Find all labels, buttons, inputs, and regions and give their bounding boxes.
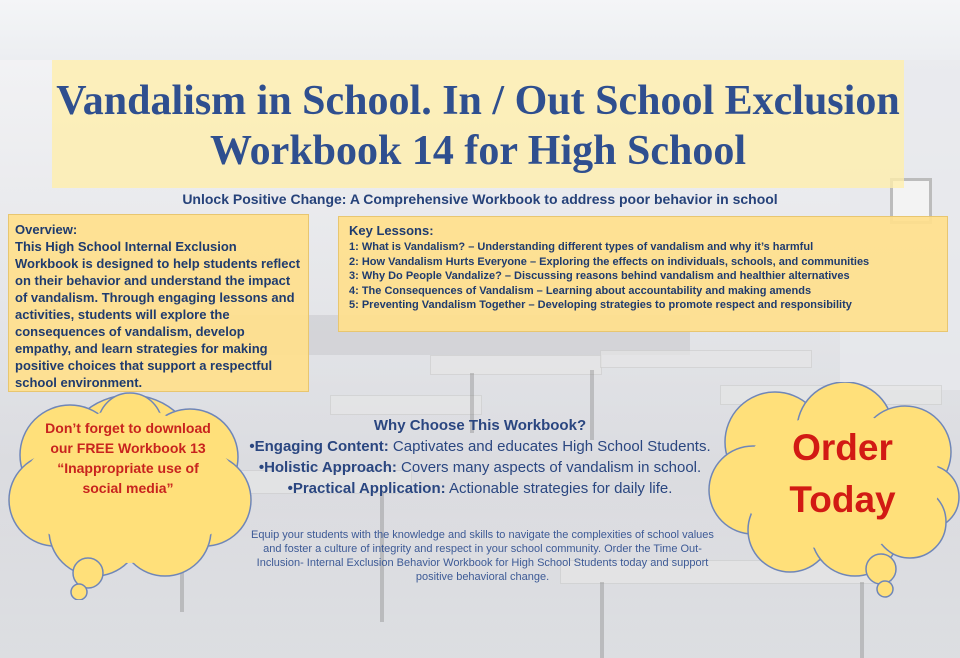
desk	[430, 355, 602, 375]
why-heading: Why Choose This Workbook?	[373, 417, 587, 434]
desk	[600, 350, 812, 368]
key-lessons-heading: Key Lessons:	[349, 223, 434, 238]
subtitle: Unlock Positive Change: A Comprehensive Workbook to address poor behavior in school	[182, 191, 778, 207]
order-today-text: Order Today	[789, 427, 896, 520]
desk	[330, 395, 482, 415]
why-desc: Captivates and educates High School Students.	[388, 438, 711, 455]
key-lessons-list	[349, 240, 937, 313]
why-choose-section	[210, 417, 750, 499]
overview-heading: Overview:	[15, 222, 78, 237]
free-workbook-text: Don’t forget to download our FREE Workbook 13 “Inappropriate use of social media”	[45, 420, 211, 496]
lesson-item: 5: Preventing Vandalism Together – Developing strategies to promote respect and responsibility	[349, 299, 852, 311]
desk-leg	[600, 582, 604, 658]
why-desc: Actionable strategies for daily life.	[445, 480, 673, 497]
lesson-item: 4: The Consequences of Vandalism – Learning about accountability and making amends	[349, 284, 812, 297]
why-row	[210, 436, 750, 457]
why-label: •Holistic Approach:	[258, 459, 397, 476]
why-row	[210, 478, 750, 499]
overview-body: This High School Internal Exclusion Workbook is designed to help students reflect on their behavior and understand the impact of vandalism. Through engaging lessons and activities, students will explore the consequences of vandalism, develop empathy, and learn strategies for making positive choices that support a respectful school environment.	[15, 239, 301, 390]
call-to-action-paragraph: Equip your students with the knowledge and skills to navigate the complexities of school values and foster a culture of integrity and respect in your school community. Order the Time Out-Inclusion- Internal Exclusion Behavior Workbook for High School Students today and support positive behavioral change.	[251, 529, 714, 583]
key-lessons-box	[338, 216, 948, 332]
why-label: •Engaging Content:	[249, 438, 389, 455]
lesson-item: 1: What is Vandalism? – Understanding different types of vandalism and why it’s harmful	[349, 241, 814, 253]
lesson-item: 2: How Vandalism Hurts Everyone – Exploring the effects on individuals, schools, and communities	[349, 255, 870, 268]
why-label: •Practical Application:	[287, 480, 446, 497]
overview-box	[8, 214, 309, 392]
why-row	[210, 457, 750, 478]
why-desc: Covers many aspects of vandalism in school.	[396, 459, 702, 476]
lesson-item: 3: Why Do People Vandalize? – Discussing reasons behind vandalism and healthier alternatives	[349, 270, 850, 282]
ceiling	[0, 0, 960, 60]
order-today-cloud[interactable]	[705, 382, 960, 604]
free-workbook-cloud[interactable]	[0, 385, 260, 600]
page-title: Vandalism in School. In / Out School Exclusion Workbook 14 for High School	[56, 78, 900, 174]
